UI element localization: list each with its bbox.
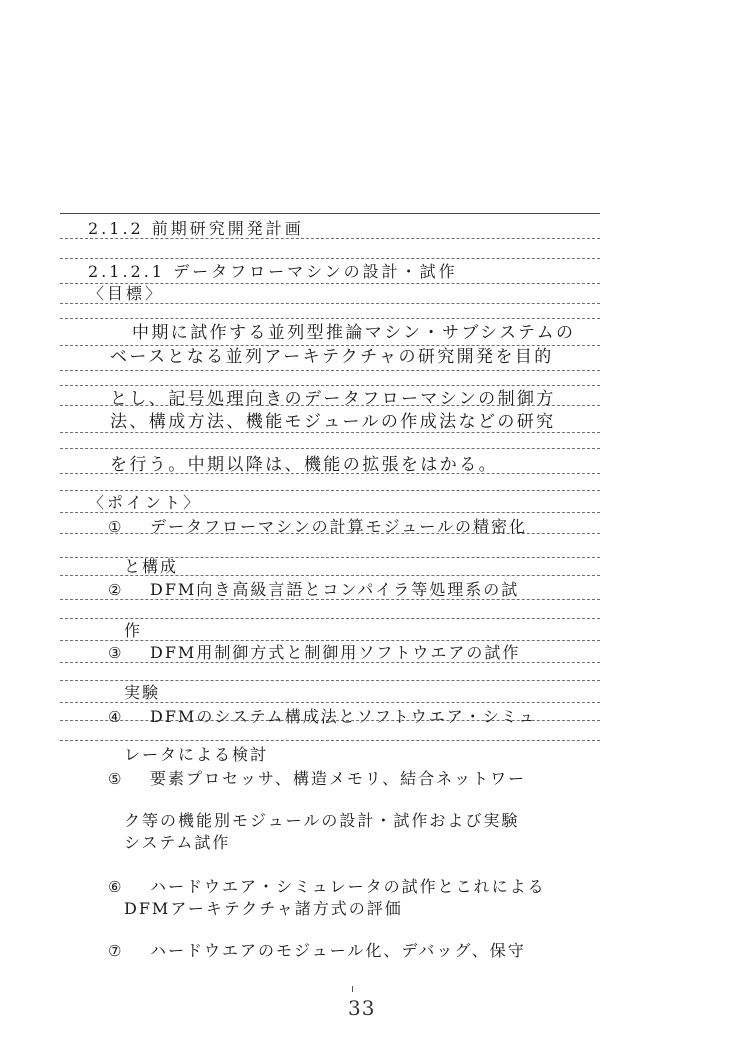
- point-line: ハードウエアのモジュール化、デバッグ、保守: [150, 941, 526, 960]
- ruled-line: [60, 740, 600, 741]
- point-line: 作: [124, 621, 143, 640]
- ruled-line: [60, 258, 600, 259]
- goal-label: 〈目標〉: [88, 284, 165, 303]
- goal-line: とし、記号処理向きのデータフローマシンの制御方: [110, 389, 556, 409]
- section-heading: 2.1.2 前期研究開発計画: [88, 219, 304, 238]
- ruled-line: [60, 490, 600, 491]
- ruled-line: [60, 680, 600, 681]
- page-number: 33: [348, 996, 376, 1020]
- ruled-line: [60, 213, 600, 214]
- point-line: DFM用制御方式と制御用ソフトウエアの試作: [150, 643, 521, 662]
- goal-line: を行う。中期以降は、機能の拡張をはかる。: [110, 455, 498, 475]
- point-marker: ③: [108, 644, 122, 662]
- point-line: と構成: [124, 557, 179, 576]
- goal-line: 中期に試作する並列型推論マシン・サブシステムの: [132, 323, 576, 343]
- point-marker: ④: [108, 708, 122, 726]
- points-label: 〈ポイント〉: [88, 493, 203, 512]
- goal-line: 法、構成方法、機能モジュールの作成法などの研究: [110, 412, 556, 432]
- point-line: ク等の機能別モジュールの設計・試作および実験: [124, 811, 520, 830]
- point-line: データフローマシンの計算モジュールの精密化: [150, 517, 527, 536]
- point-line: DFMのシステム構成法とソフトウエア・シミュ: [150, 707, 537, 726]
- point-marker: ①: [108, 518, 122, 536]
- page-number-tick: [352, 986, 353, 992]
- ruled-line: [60, 370, 600, 371]
- point-line: レータによる検討: [124, 745, 269, 764]
- ruled-line: [60, 448, 600, 449]
- ruled-line: [60, 385, 600, 386]
- point-marker: ⑥: [108, 878, 122, 896]
- subsection-heading: 2.1.2.1 データフローマシンの設計・試作: [88, 262, 458, 281]
- point-line: DFMアーキテクチャ諸方式の評価: [124, 899, 403, 918]
- point-line: ハードウエア・シミュレータの試作とこれによる: [150, 877, 546, 896]
- ruled-line: [60, 318, 600, 319]
- goal-line: ベースとなる並列アーキテクチャの研究開発を目的: [110, 347, 554, 367]
- ruled-line: [60, 618, 600, 619]
- point-marker: ⑤: [108, 770, 122, 788]
- point-line: DFM向き高級言語とコンパイラ等処理系の試: [150, 580, 520, 599]
- point-marker: ⑦: [108, 942, 122, 960]
- point-marker: ②: [108, 581, 122, 599]
- point-line: 要素プロセッサ、構造メモリ、結合ネットワー: [150, 769, 527, 788]
- point-line: 実験: [124, 683, 161, 702]
- point-line: システム試作: [124, 833, 231, 852]
